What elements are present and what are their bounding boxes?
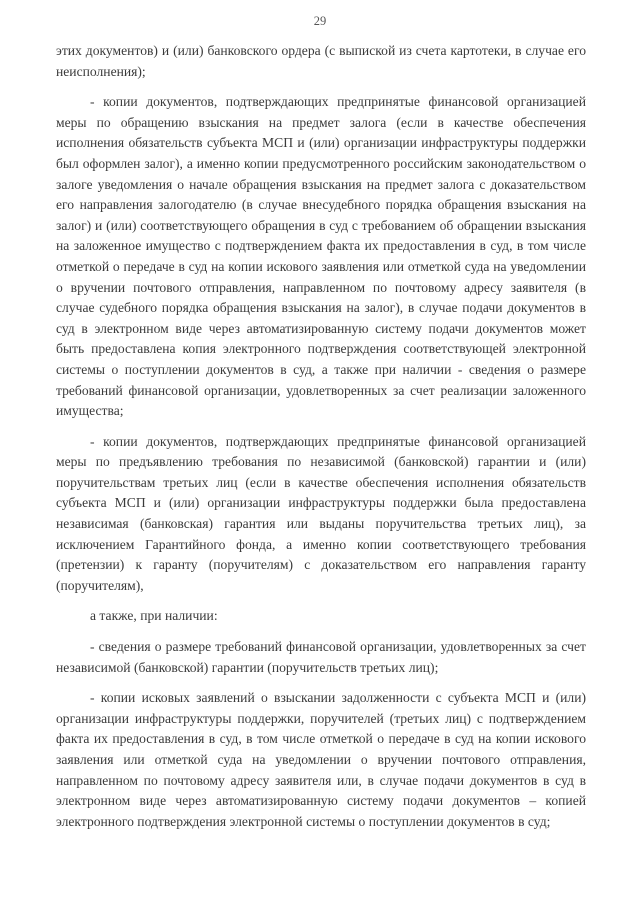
paragraph-lawsuit-copies: - копии исковых заявлений о взыскании задолженности с субъекта МСП и (или) организации инфраструктуры поддержки, поручителей (третьих лиц) с подтверждением факта их предоставления в суд, в том числе отметкой о передаче в суд на копии искового заявления или отметкой суда на уведомлении о вручении почтового отправления, направленном по почтовому адресу заявителя или, в случае подачи документов в суд в электронном виде через автоматизированную систему подачи документов – копией электронного подтверждения электронной системы о поступлении документов в суд;	[56, 690, 586, 829]
paragraph-collateral-enforcement: - копии документов, подтверждающих предпринятые финансовой организацией меры по обращению взыскания на предмет залога (если в качестве обеспечения исполнения обязательств субъекта МСП и (или) организации инфраструктуры поддержки был оформлен залог), а именно копии предусмотренного российским законодательством о залоге уведомления о начале обращения взыскания на предмет залога с доказательством его направления залогодателю (в случае внесудебного порядка обращения взыскания на залог) и (или) соответствующего обращения в суд с требованием об обращении взыскания на заложенное имущество с подтверждением факта их предоставления в суд, в том числе отметкой о передаче в суд на копии искового заявления или отметкой суда на уведомлении о вручении почтового отправления, направленном по почтовому адресу заявителя (в случае судебного порядка обращения взыскания на залог), в случае подачи документов в суд в электронном виде через автоматизированную систему подачи документов может быть предоставлена копия электронного подтверждения соответствующей электронной системы о поступлении документов в суд, а также при наличии - сведения о размере требований финансовой организации, удовлетворенных за счет реализации заложенного имущества;	[56, 94, 586, 419]
page-number: 29	[313, 14, 327, 28]
paragraph-guarantee-amounts: - сведения о размере требований финансовой организации, удовлетворенных за счет независимой (банковской) гарантии (поручительств третьих лиц);	[56, 639, 586, 675]
paragraph-guarantee-claim: - копии документов, подтверждающих предпринятые финансовой организацией меры по предъявлению требования по независимой (банковской) гарантии и (или) поручительствам третьих лиц (если в качестве обеспечения исполнения обязательств субъекта МСП и (или) организации инфраструктуры поддержки была предоставлена независимая (банковская) гарантия или выданы поручительства третьих лиц), за исключением Гарантийного фонда, а именно копии соответствующего требования (претензии) к гаранту (поручителям) с доказательством его направления гаранту (поручителям),	[56, 433, 586, 593]
paragraph-bank-order-continuation: этих документов) и (или) банковского ордера (с выпиской из счета картотеки, в случае его неисполнения);	[56, 43, 586, 79]
paragraph-also-if-available: а также, при наличии:	[90, 608, 218, 624]
body-text	[56, 41, 586, 842]
